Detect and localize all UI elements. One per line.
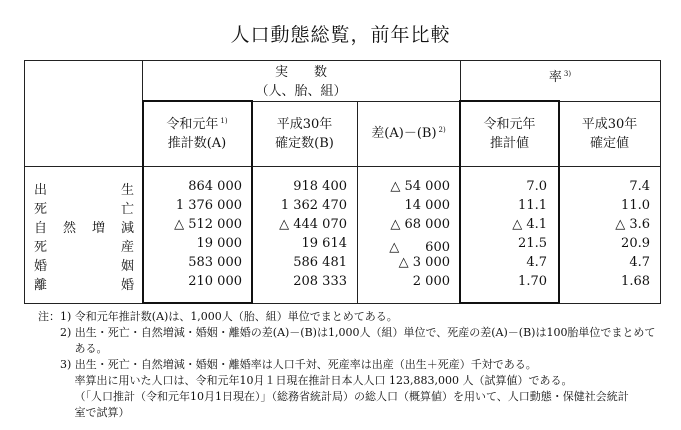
page-title: 人口動態総覧，前年比較 — [230, 24, 451, 46]
cell-difference: 14 000 — [404, 198, 450, 213]
header-bottom-border — [24, 166, 661, 167]
footnote-line: ある。 — [38, 342, 108, 355]
table-right-border — [660, 60, 661, 303]
col-header-estimate-rate: 令和元年 推計値 — [483, 117, 536, 151]
row-label-births: 出 生 — [34, 183, 134, 198]
col-header-final-rate: 平成30年 確定値 — [581, 117, 638, 151]
cell-final-count: 208 333 — [293, 274, 347, 289]
cell-estimate-rate: 21.5 — [518, 236, 547, 251]
cell-final-count: 1 362 470 — [280, 198, 347, 213]
footnotes — [38, 309, 655, 421]
cell-final-rate: 7.4 — [629, 179, 650, 194]
cell-difference: △ 68 000 — [390, 217, 450, 232]
cell-estimate-rate: △ 4.1 — [512, 217, 547, 232]
cell-final-count: △ 444 070 — [279, 217, 347, 232]
footnote-line: （「人口推計（令和元年10月1日現在）」（総務省統計局）の総人口（概算値）を用いて、人口動態・保健社会統計 — [38, 390, 629, 403]
table-bottom-border — [24, 303, 661, 304]
cell-estimate-count: 210 000 — [188, 274, 242, 289]
cell-difference: △ 54 000 — [390, 179, 450, 194]
cell-final-count: 19 614 — [301, 236, 347, 251]
cell-estimate-count: 864 000 — [188, 179, 242, 194]
cell-difference: 2 000 — [412, 274, 450, 289]
footnote-line: 3) 出生・死亡・自然増減・婚姻・離婚率は人口千対、死産率は出産（出生＋死産）千対である。 — [38, 358, 537, 371]
row-label-deaths: 死 亡 — [34, 202, 134, 217]
cell-difference: △ 3 000 — [398, 255, 450, 270]
cell-final-rate: △ 3.6 — [615, 217, 650, 232]
footnote-line: 率算出に用いた人口は、令和元年10月１日現在推計日本人人口 123,883,000 人（試算値）である。 — [38, 374, 573, 387]
cell-estimate-count: △ 512 000 — [174, 217, 242, 232]
table-left-border — [24, 60, 25, 303]
footnote-line: 2) 出生・死亡・自然増減・婚姻・離婚の差(A)－(B)は1,000人（組）単位で、死産の差(A)－(B)は100胎単位でまとめて — [38, 326, 656, 339]
header-ritsu: 率 $^{3)}$ — [548, 70, 572, 85]
cell-estimate-rate: 1.70 — [518, 274, 547, 289]
row-label-stillbirths: 死 産 — [34, 240, 134, 255]
cell-final-rate: 20.9 — [621, 236, 650, 251]
header-jissu: 実 数 （人、胎、組） — [255, 65, 347, 99]
cell-final-count: 586 481 — [293, 255, 347, 270]
cell-difference: △ 600 — [389, 240, 450, 255]
col-header-difference: 差(A)－(B) $^{2)}$ — [371, 126, 446, 141]
cell-estimate-count: 1 376 000 — [175, 198, 242, 213]
cell-estimate-rate: 7.0 — [526, 179, 547, 194]
cell-estimate-rate: 4.7 — [526, 255, 547, 270]
cell-final-count: 918 400 — [293, 179, 347, 194]
footnote-line: 注：1) 令和元年推計数(A)は、1,000人（胎、組）単位でまとめてある。 — [38, 310, 398, 323]
table-top-border — [24, 60, 661, 61]
row-label-marriages: 婚 姻 — [34, 259, 134, 274]
row-label-divorces: 離 婚 — [34, 278, 134, 293]
cell-estimate-rate: 11.1 — [518, 198, 547, 213]
cell-final-rate: 11.0 — [621, 198, 650, 213]
footnote-line: 室で試算） — [38, 406, 130, 419]
col-header-estimate-count: 令和元年 $^{1)}$ 推計数(A) — [166, 117, 228, 151]
row-label-natural-change: 自 然 増 減 — [34, 221, 134, 236]
col-header-final-count: 平成30年 確定数(B) — [275, 117, 334, 151]
cell-estimate-count: 19 000 — [196, 236, 242, 251]
cell-final-rate: 1.68 — [621, 274, 650, 289]
vital-statistics-table — [24, 60, 661, 303]
cell-final-rate: 4.7 — [629, 255, 650, 270]
cell-estimate-count: 583 000 — [188, 255, 242, 270]
